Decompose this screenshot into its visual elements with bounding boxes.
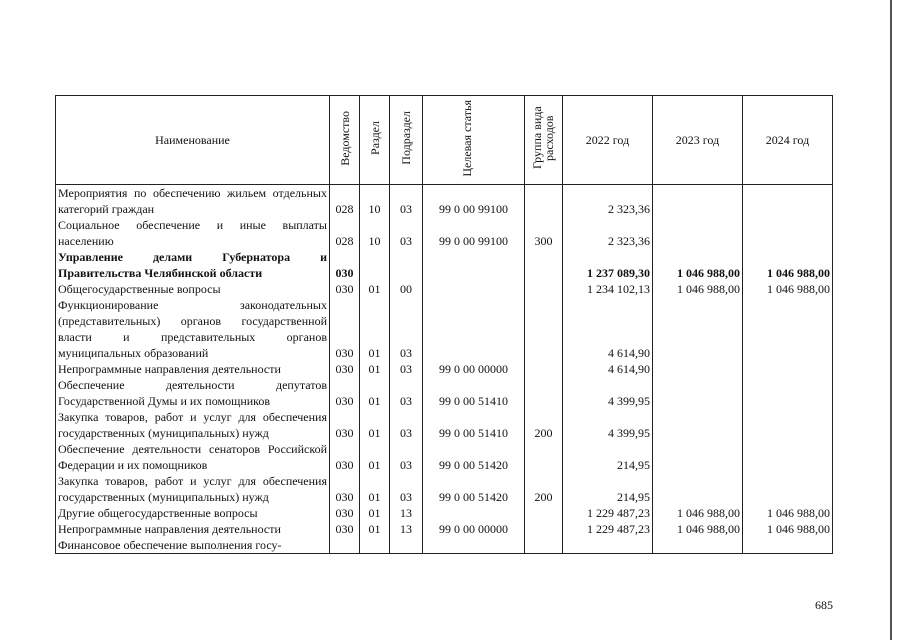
row-2023 [653, 537, 743, 554]
row-2022: 1 229 487,23 [563, 505, 653, 521]
row-vedomstvo: 030 [330, 521, 360, 537]
table-row [56, 281, 833, 297]
row-tselevaya-statya: 99 0 00 51420 [423, 441, 525, 473]
header-vedomstvo: Ведомство [330, 96, 360, 185]
row-2024 [743, 217, 833, 249]
row-2024 [743, 377, 833, 409]
row-razdel: 01 [360, 441, 390, 473]
row-2024 [743, 297, 833, 361]
row-vedomstvo: 030 [330, 297, 360, 361]
row-tselevaya-statya: 99 0 00 51410 [423, 409, 525, 441]
row-razdel: 01 [360, 297, 390, 361]
row-vedomstvo: 030 [330, 441, 360, 473]
row-tselevaya-statya [423, 537, 525, 554]
row-razdel: 10 [360, 217, 390, 249]
row-podrazdel: 03 [390, 441, 423, 473]
row-vedomstvo: 030 [330, 473, 360, 505]
row-2023 [653, 361, 743, 377]
table-row [56, 217, 833, 249]
row-razdel: 01 [360, 505, 390, 521]
header-tselevaya-statya: Целевая статья [423, 96, 525, 185]
header-2022: 2022 год [563, 96, 653, 185]
row-tselevaya-statya: 99 0 00 00000 [423, 361, 525, 377]
row-2022: 4 399,95 [563, 377, 653, 409]
row-podrazdel [390, 249, 423, 281]
table-row [56, 297, 833, 361]
header-name: Наименование [56, 96, 330, 185]
row-vedomstvo: 030 [330, 409, 360, 441]
row-podrazdel: 13 [390, 521, 423, 537]
header-gruppa: Группа вида расходов [525, 96, 563, 185]
row-vedomstvo: 030 [330, 377, 360, 409]
row-2022 [563, 537, 653, 554]
header-2023: 2023 год [653, 96, 743, 185]
row-2022: 4 614,90 [563, 361, 653, 377]
row-2023 [653, 441, 743, 473]
row-vedomstvo: 028 [330, 217, 360, 249]
row-name: Финансовое обеспечение выполнения госу- [56, 537, 330, 554]
row-podrazdel: 03 [390, 473, 423, 505]
table-row [56, 377, 833, 409]
row-name: Функционирование законодательных (представительных) органов государственной власти и представительных органов муниципальных образований [56, 297, 330, 361]
row-2024: 1 046 988,00 [743, 281, 833, 297]
row-name: Непрограммные направления деятельности [56, 361, 330, 377]
row-2024 [743, 473, 833, 505]
row-2023: 1 046 988,00 [653, 281, 743, 297]
row-2024 [743, 361, 833, 377]
row-vedomstvo: 030 [330, 505, 360, 521]
table-row [56, 185, 833, 218]
row-razdel: 01 [360, 521, 390, 537]
row-name: Управление делами Губернатора и Правительства Челябинской области [56, 249, 330, 281]
row-podrazdel: 03 [390, 297, 423, 361]
header-razdel: Раздел [360, 96, 390, 185]
row-razdel: 10 [360, 185, 390, 218]
row-podrazdel: 13 [390, 505, 423, 521]
row-podrazdel: 03 [390, 377, 423, 409]
row-2023 [653, 297, 743, 361]
row-2023 [653, 217, 743, 249]
table-row [56, 473, 833, 505]
row-gruppa [525, 377, 563, 409]
row-2023: 1 046 988,00 [653, 249, 743, 281]
table-row [56, 537, 833, 554]
row-gruppa: 300 [525, 217, 563, 249]
row-gruppa: 200 [525, 409, 563, 441]
row-gruppa [525, 297, 563, 361]
row-vedomstvo: 030 [330, 281, 360, 297]
row-vedomstvo [330, 537, 360, 554]
row-gruppa [525, 441, 563, 473]
row-2024: 1 046 988,00 [743, 249, 833, 281]
row-tselevaya-statya [423, 505, 525, 521]
row-razdel: 01 [360, 361, 390, 377]
row-razdel [360, 537, 390, 554]
row-name: Социальное обеспечение и иные выплаты населению [56, 217, 330, 249]
page-number: 685 [815, 598, 833, 612]
row-razdel: 01 [360, 473, 390, 505]
row-name: Мероприятия по обеспечению жильем отдельных категорий граждан [56, 185, 330, 218]
row-podrazdel [390, 537, 423, 554]
row-tselevaya-statya: 99 0 00 99100 [423, 185, 525, 218]
row-2024 [743, 409, 833, 441]
row-razdel: 01 [360, 409, 390, 441]
row-tselevaya-statya: 99 0 00 51420 [423, 473, 525, 505]
row-2023 [653, 473, 743, 505]
row-gruppa [525, 537, 563, 554]
row-name: Общегосударственные вопросы [56, 281, 330, 297]
row-tselevaya-statya [423, 249, 525, 281]
row-2023 [653, 409, 743, 441]
row-name: Другие общегосударственные вопросы [56, 505, 330, 521]
table-row [56, 409, 833, 441]
budget-table-wrapper [55, 95, 833, 554]
table-row [56, 441, 833, 473]
row-gruppa: 200 [525, 473, 563, 505]
row-gruppa [525, 249, 563, 281]
row-2023: 1 046 988,00 [653, 521, 743, 537]
row-2022: 4 399,95 [563, 409, 653, 441]
row-razdel [360, 249, 390, 281]
row-podrazdel: 03 [390, 361, 423, 377]
row-2022: 2 323,36 [563, 185, 653, 218]
page-edge-line [890, 0, 892, 640]
row-2024: 1 046 988,00 [743, 505, 833, 521]
row-razdel: 01 [360, 377, 390, 409]
row-vedomstvo: 028 [330, 185, 360, 218]
row-2024: 1 046 988,00 [743, 521, 833, 537]
table-row [56, 521, 833, 537]
budget-table [55, 95, 833, 554]
row-2023: 1 046 988,00 [653, 505, 743, 521]
row-name: Обеспечение деятельности сенаторов Российской Федерации и их помощников [56, 441, 330, 473]
row-2022: 214,95 [563, 473, 653, 505]
row-2023 [653, 185, 743, 218]
row-name: Закупка товаров, работ и услуг для обеспечения государственных (муниципальных) нужд [56, 409, 330, 441]
row-gruppa [525, 521, 563, 537]
row-razdel: 01 [360, 281, 390, 297]
row-tselevaya-statya: 99 0 00 51410 [423, 377, 525, 409]
row-2022: 4 614,90 [563, 297, 653, 361]
row-2022: 2 323,36 [563, 217, 653, 249]
row-podrazdel: 03 [390, 185, 423, 218]
header-podrazdel: Подраздел [390, 96, 423, 185]
row-tselevaya-statya [423, 297, 525, 361]
table-row [56, 505, 833, 521]
row-name: Закупка товаров, работ и услуг для обеспечения государственных (муниципальных) нужд [56, 473, 330, 505]
row-2022: 1 234 102,13 [563, 281, 653, 297]
row-gruppa [525, 185, 563, 218]
row-name: Обеспечение деятельности депутатов Государственной Думы и их помощников [56, 377, 330, 409]
row-tselevaya-statya: 99 0 00 00000 [423, 521, 525, 537]
row-tselevaya-statya: 99 0 00 99100 [423, 217, 525, 249]
row-podrazdel: 03 [390, 217, 423, 249]
table-row [56, 249, 833, 281]
row-gruppa [525, 281, 563, 297]
row-vedomstvo: 030 [330, 249, 360, 281]
row-name: Непрограммные направления деятельности [56, 521, 330, 537]
row-2023 [653, 377, 743, 409]
table-row [56, 361, 833, 377]
row-gruppa [525, 505, 563, 521]
row-2024 [743, 537, 833, 554]
row-2022: 1 229 487,23 [563, 521, 653, 537]
row-2024 [743, 441, 833, 473]
row-podrazdel: 00 [390, 281, 423, 297]
row-podrazdel: 03 [390, 409, 423, 441]
row-gruppa [525, 361, 563, 377]
row-2022: 1 237 089,30 [563, 249, 653, 281]
row-2024 [743, 185, 833, 218]
row-2022: 214,95 [563, 441, 653, 473]
header-2024: 2024 год [743, 96, 833, 185]
row-tselevaya-statya [423, 281, 525, 297]
row-vedomstvo: 030 [330, 361, 360, 377]
table-header-row [56, 96, 833, 185]
